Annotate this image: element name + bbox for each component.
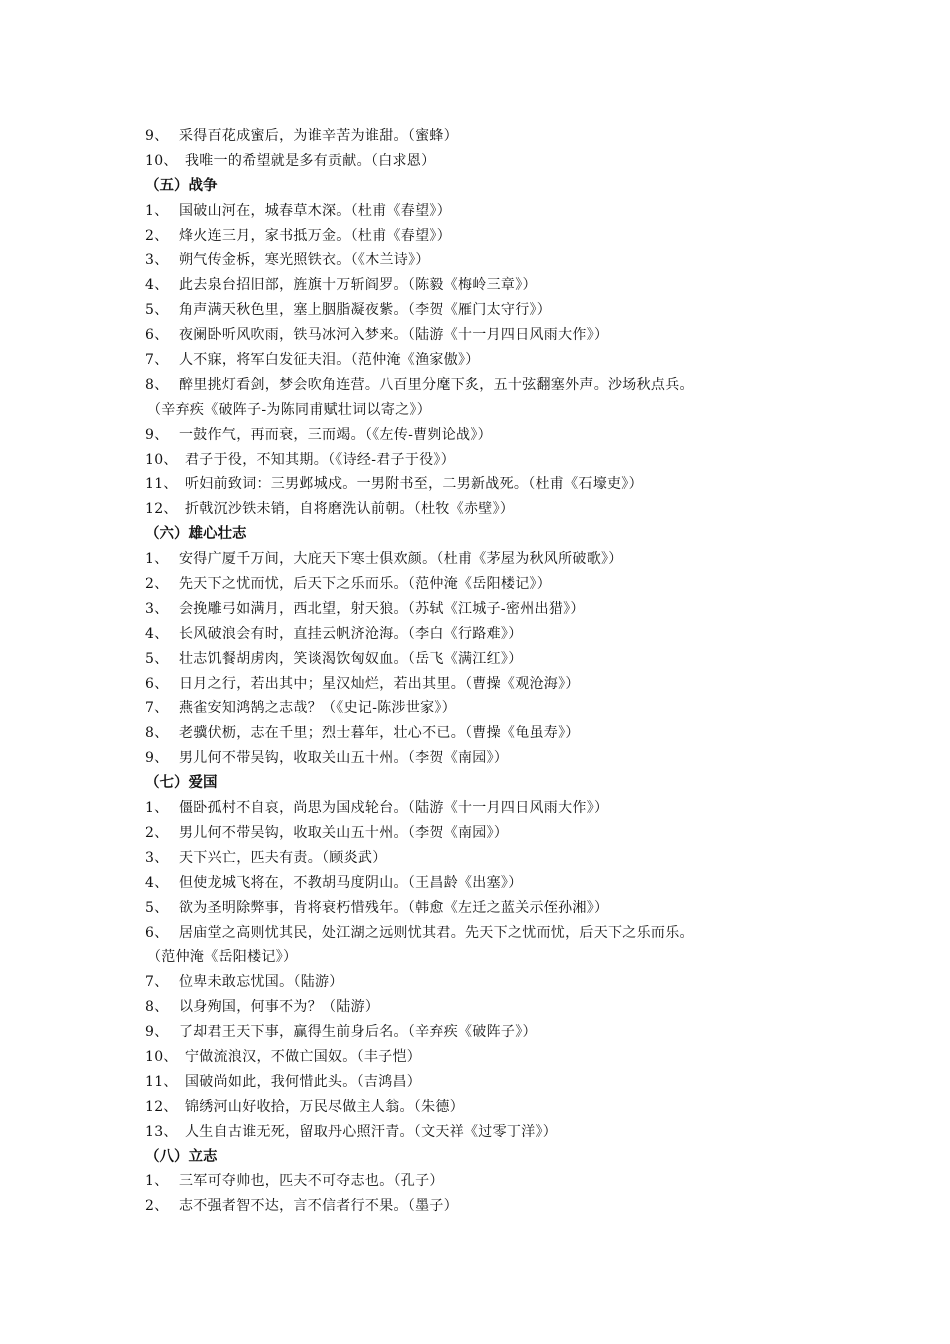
item-number: 1、 — [145, 202, 169, 219]
item-number: 4、 — [145, 625, 169, 642]
item-number: 8、 — [145, 725, 169, 742]
item-number: 1、 — [145, 551, 169, 568]
quote-item — [145, 472, 905, 497]
quote-item — [145, 921, 905, 946]
quote-item — [145, 821, 905, 846]
quote-text: 醉里挑灯看剑，梦会吹角连营。八百里分麾下炙，五十弦翻塞外声。沙场秋点兵。 — [179, 376, 694, 393]
quote-text: 日月之行，若出其中；星汉灿烂，若出其里。（曹操《观沧海》） — [179, 675, 580, 692]
quote-item — [145, 1095, 905, 1120]
item-number: 9、 — [145, 1024, 169, 1041]
quote-text: 锦绣河山好收拾，万民尽做主人翁。（朱德） — [185, 1098, 464, 1115]
quote-item — [145, 622, 905, 647]
item-number: 6、 — [145, 924, 169, 941]
quote-item — [145, 547, 905, 572]
quote-item — [145, 796, 905, 821]
item-number: 5、 — [145, 650, 169, 667]
item-number: 2、 — [145, 1198, 169, 1215]
quote-text: 国破尚如此，我何惜此头。（吉鸿昌） — [185, 1073, 422, 1090]
item-number: 9、 — [145, 750, 169, 767]
item-number: 9、 — [145, 426, 169, 443]
item-number: 5、 — [145, 302, 169, 319]
item-number: 7、 — [145, 700, 169, 717]
quote-text: 安得广厦千万间，大庇天下寒士俱欢颜。（杜甫《茅屋为秋风所破歌》） — [179, 551, 623, 568]
quote-text: 三军可夺帅也，匹夫不可夺志也。（孔子） — [179, 1173, 444, 1190]
quote-item — [145, 672, 905, 697]
quote-text: 听妇前致词：三男邺城戍。一男附书至，二男新战死。（杜甫《石壕吏》） — [185, 476, 643, 493]
item-number: 10、 — [145, 152, 178, 169]
quote-item — [145, 497, 905, 522]
quote-text: 宁做流浪汉，不做亡国奴。（丰子恺） — [185, 1048, 422, 1065]
item-number: 8、 — [145, 376, 169, 393]
section-heading: （七）爱国 — [145, 775, 218, 792]
quote-item — [145, 273, 905, 298]
quote-text: 天下兴亡，匹夫有责。（顾炎武） — [179, 849, 387, 866]
item-number: 3、 — [145, 252, 169, 269]
quote-text: 我唯一的希望就是多有贡献。（白求恩） — [185, 152, 436, 169]
quote-text: 僵卧孤村不自哀，尚思为国戍轮台。（陆游《十一月四日风雨大作》） — [179, 800, 609, 817]
quote-item — [145, 1194, 905, 1219]
quote-item — [145, 597, 905, 622]
quote-item — [145, 423, 905, 448]
quote-text: 了却君王天下事，赢得生前身后名。（辛弃疾《破阵子》） — [179, 1024, 537, 1041]
item-number: 6、 — [145, 675, 169, 692]
item-number: 3、 — [145, 849, 169, 866]
quote-item — [145, 746, 905, 771]
quote-text: 但使龙城飞将在，不教胡马度阴山。（王昌龄《出塞》） — [179, 874, 523, 891]
item-number: 5、 — [145, 899, 169, 916]
quote-text: 一鼓作气，再而衰，三而竭。（《左传-曹刿论战》） — [179, 426, 492, 443]
quote-text: 朔气传金柝，寒光照铁衣。（《木兰诗》） — [179, 252, 430, 269]
quote-item — [145, 696, 905, 721]
section-heading: （六）雄心壮志 — [145, 526, 247, 543]
item-number: 1、 — [145, 1173, 169, 1190]
quote-item — [145, 448, 905, 473]
quote-continuation: （辛弃疾《破阵子-为陈同甫赋壮词以寄之》） — [147, 401, 432, 418]
quote-item — [145, 647, 905, 672]
quote-text: 夜阑卧听风吹雨，铁马冰河入梦来。（陆游《十一月四日风雨大作》） — [179, 327, 609, 344]
item-number: 13、 — [145, 1123, 178, 1140]
item-number: 8、 — [145, 999, 169, 1016]
quote-text: 燕雀安知鸿鹄之志哉？（《史记-陈涉世家》） — [179, 700, 457, 717]
quote-item — [145, 871, 905, 896]
document-body — [145, 124, 905, 1219]
quote-text: 老骥伏枥，志在千里；烈士暮年，壮心不已。（曹操《龟虽寿》） — [179, 725, 580, 742]
item-number: 10、 — [145, 451, 178, 468]
quote-item — [145, 199, 905, 224]
item-number: 7、 — [145, 974, 169, 991]
quote-item — [145, 124, 905, 149]
quote-text: 欲为圣明除弊事，肯将衰朽惜残年。（韩愈《左迁之蓝关示侄孙湘》） — [179, 899, 609, 916]
quote-item — [145, 149, 905, 174]
quote-item — [145, 995, 905, 1020]
quote-item — [145, 970, 905, 995]
item-number: 2、 — [145, 576, 169, 593]
quote-text: 人生自古谁无死，留取丹心照汗青。（文天祥《过零丁洋》） — [185, 1123, 558, 1140]
quote-text: 长风破浪会有时，直挂云帆济沧海。（李白《行路难》） — [179, 625, 523, 642]
quote-item — [145, 1070, 905, 1095]
quote-item — [145, 1045, 905, 1070]
quote-item — [145, 323, 905, 348]
item-number: 7、 — [145, 352, 169, 369]
quote-item — [145, 721, 905, 746]
item-number: 6、 — [145, 327, 169, 344]
quote-text: 志不强者智不达，言不信者行不果。（墨子） — [179, 1198, 458, 1215]
quote-text: 壮志饥餐胡虏肉，笑谈渴饮匈奴血。（岳飞《满江红》） — [179, 650, 523, 667]
quote-item — [145, 846, 905, 871]
quote-continuation: （范仲淹《岳阳楼记》） — [147, 949, 298, 966]
quote-text: 折戟沉沙铁未销，自将磨洗认前朝。（杜牧《赤壁》） — [185, 501, 515, 518]
item-number: 11、 — [145, 1073, 178, 1090]
quote-item — [145, 298, 905, 323]
quote-item — [145, 248, 905, 273]
quote-text: 先天下之忧而忧，后天下之乐而乐。（范仲淹《岳阳楼记》） — [179, 576, 552, 593]
quote-text: 人不寐，将军白发征夫泪。（范仲淹《渔家傲》） — [179, 352, 480, 369]
section-heading: （五）战争 — [145, 177, 218, 194]
quote-item — [145, 896, 905, 921]
quote-item — [145, 1020, 905, 1045]
quote-item — [145, 348, 905, 373]
quote-text: 君子于役，不知其期。（《诗经-君子于役》） — [185, 451, 456, 468]
item-number: 4、 — [145, 874, 169, 891]
quote-text: 男儿何不带吴钩，收取关山五十州。（李贺《南园》） — [179, 824, 509, 841]
item-number: 2、 — [145, 824, 169, 841]
quote-text: 烽火连三月，家书抵万金。（杜甫《春望》） — [179, 227, 451, 244]
quote-item — [145, 572, 905, 597]
item-number: 3、 — [145, 600, 169, 617]
quote-item — [145, 373, 905, 398]
quote-item — [145, 1169, 905, 1194]
quote-text: 采得百花成蜜后，为谁辛苦为谁甜。（蜜蜂） — [179, 128, 458, 144]
quote-item — [145, 224, 905, 249]
item-number: 10、 — [145, 1048, 178, 1065]
item-number: 12、 — [145, 501, 178, 518]
quote-text: 角声满天秋色里，塞上胭脂凝夜紫。（李贺《雁门太守行》） — [179, 302, 552, 319]
quote-text: 位卑未敢忘忧国。（陆游） — [179, 974, 344, 991]
quote-text: 以身殉国，何事不为？（陆游） — [179, 999, 380, 1016]
quote-item — [145, 1120, 905, 1145]
quote-text: 国破山河在，城春草木深。（杜甫《春望》） — [179, 202, 451, 219]
quote-text: 会挽雕弓如满月，西北望，射天狼。（苏轼《江城子-密州出猎》） — [179, 600, 585, 617]
item-number: 12、 — [145, 1098, 178, 1115]
item-number: 4、 — [145, 277, 169, 294]
section-heading: （八）立志 — [145, 1148, 218, 1165]
item-number: 9、 — [145, 128, 169, 144]
item-number: 2、 — [145, 227, 169, 244]
quote-text: 此去泉台招旧部，旌旗十万斩阎罗。（陈毅《梅岭三章》） — [179, 277, 537, 294]
item-number: 1、 — [145, 800, 169, 817]
item-number: 11、 — [145, 476, 178, 493]
quote-text: 居庙堂之高则忧其民，处江湖之远则忧其君。先天下之忧而忧，后天下之乐而乐。 — [179, 924, 694, 941]
quote-text: 男儿何不带吴钩，收取关山五十州。（李贺《南园》） — [179, 750, 509, 767]
